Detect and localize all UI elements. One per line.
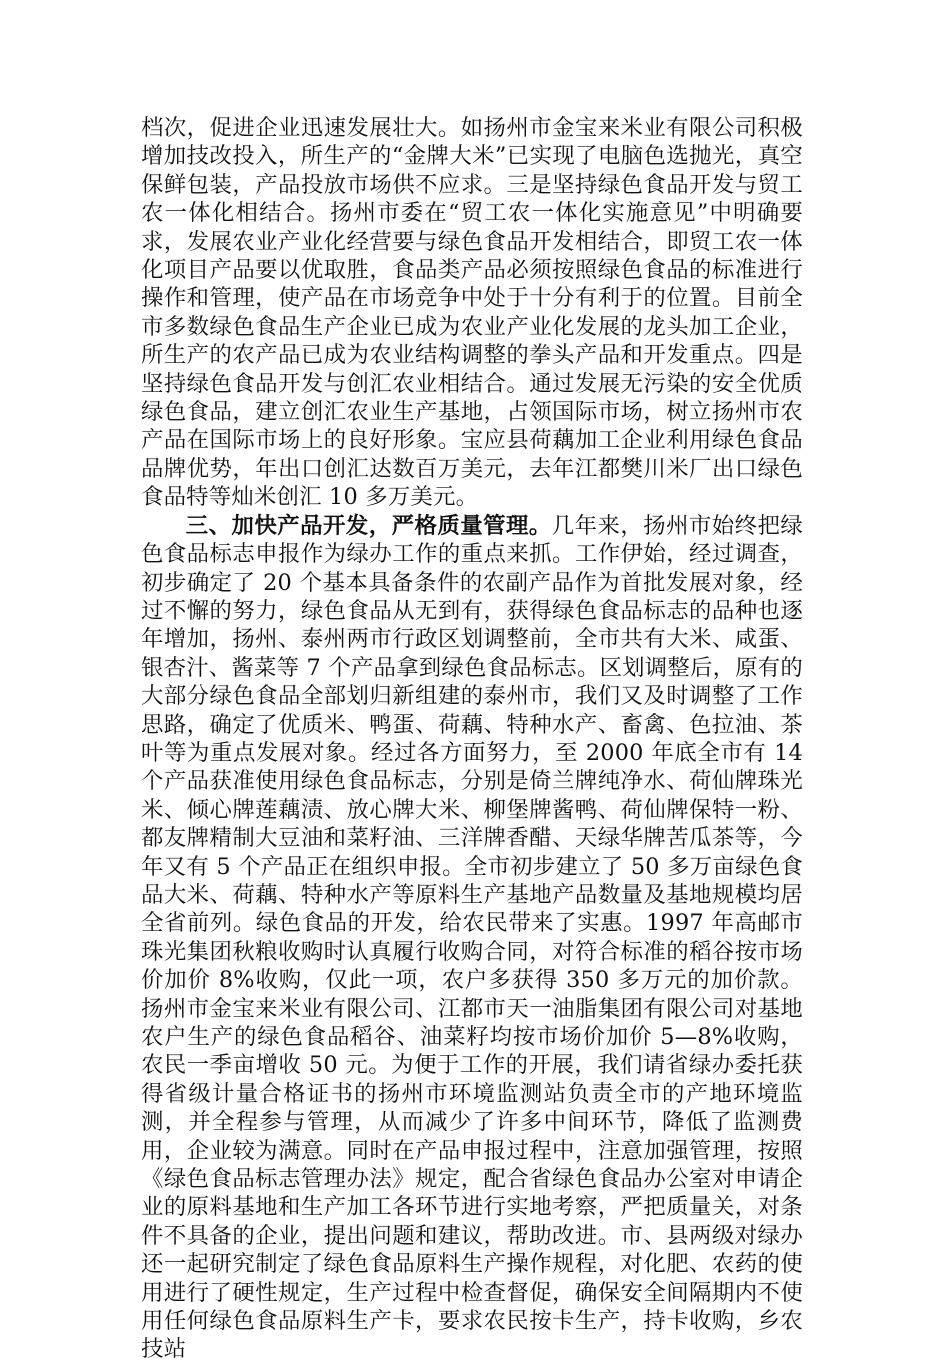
body-paragraph-2 [141, 512, 803, 1364]
document-page [141, 114, 803, 1364]
body-paragraph-1: 档次，促进企业迅速发展壮大。如扬州市金宝来米业有限公司积极增加技改投入，所生产的“金牌大米”已实现了电脑色选抛光，真空保鲜包装，产品投放市场供不应求。三是坚持绿色食品开发与贸工农一体化相结合。扬州市委在“贸工农一体化实施意见”中明确要求，发展农业产业化经营要与绿色食品开发相结合，即贸工农一体化项目产品要以优取胜，食品类产品必须按照绿色食品的标准进行操作和管理，使产品在市场竞争中处于十分有利于的位置。目前全市多数绿色食品生产企业已成为农业产业化发展的龙头加工企业，所生产的农产品已成为农业结构调整的拳头产品和开发重点。四是坚持绿色食品开发与创汇农业相结合。通过发展无污染的安全优质绿色食品，建立创汇农业生产基地，占领国际市场，树立扬州市农产品在国际市场上的良好形象。宝应县荷藕加工企业利用绿色食品品牌优势，年出口创汇达数百万美元，去年江都樊川米厂出口绿色食品特等灿米创汇 10 多万美元。 [141, 115, 803, 511]
section-heading: 三、加快产品开发，严格质量管理。 [185, 512, 552, 539]
section-body-text: 几年来，扬州市始终把绿色食品标志申报作为绿办工作的重点来抓。工作伊始，经过调查，初步确定了 20 个基本具备条件的农副产品作为首批发展对象，经过不懈的努力，绿色食品从无到有，获得绿色食品标志的品种也逐年增加，扬州、泰州两市行政区划调整前，全市共有大米、咸蛋、银杏汁、酱菜等 7 个产品拿到绿色食品标志。区划调整后，原有的大部分绿色食品全部划归新组建的泰州市，我们又及时调整了工作思路，确定了优质米、鸭蛋、荷藕、特种水产、畜禽、色拉油、茶叶等为重点发展对象。经过各方面努力，至 2000 年底全市有 14 个产品获准使用绿色食品标志，分别是倚兰牌纯净水、荷仙牌珠光米、倾心牌莲藕渍、放心牌大米、柳堡牌酱鸭、荷仙牌保特一粉、都友牌精制大豆油和菜籽油、三洋牌香醋、天绿华牌苦瓜茶等，今年又有 5 个产品正在组织申报。全市初步建立了 50 多万亩绿色食品大米、荷藕、特种水产等原料生产基地产品数量及基地规模均居全省前列。绿色食品的开发，给农民带来了实惠。1997 年高邮市珠光集团秋粮收购时认真履行收购合同，对符合标准的稻谷按市场价加价 8%收购，仅此一项，农户多获得 350 多万元的加价款。扬州市金宝来米业有限公司、江都市天一油脂集团有限公司对基地农户生产的绿色食品稻谷、油菜籽均按市场价加价 5—8%收购，农民一季亩增收 50 元。为便于工作的开展，我们请省绿办委托获得省级计量合格证书的扬州市环境监测站负责全市的产地环境监测，并全程参与管理，从而减少了许多中间环节，降低了监测费用，企业较为满意。同时在产品申报过程中，注意加强管理，按照《绿色食品标志管理办法》规定，配合省绿色食品办公室对申请企业的原料基地和生产加工各环节进行实地考察，严把质量关，对条件不具备的企业，提出问题和建议，帮助改进。市、县两级对绿办还一起研究制定了绿色食品原料生产操作规程，对化肥、农药的使用进行了硬性规定，生产过程中检查督促，确保安全间隔期内不使用任何绿色食品原料生产卡，要求农民按卡生产，持卡收购，乡农技站 [141, 512, 804, 1363]
